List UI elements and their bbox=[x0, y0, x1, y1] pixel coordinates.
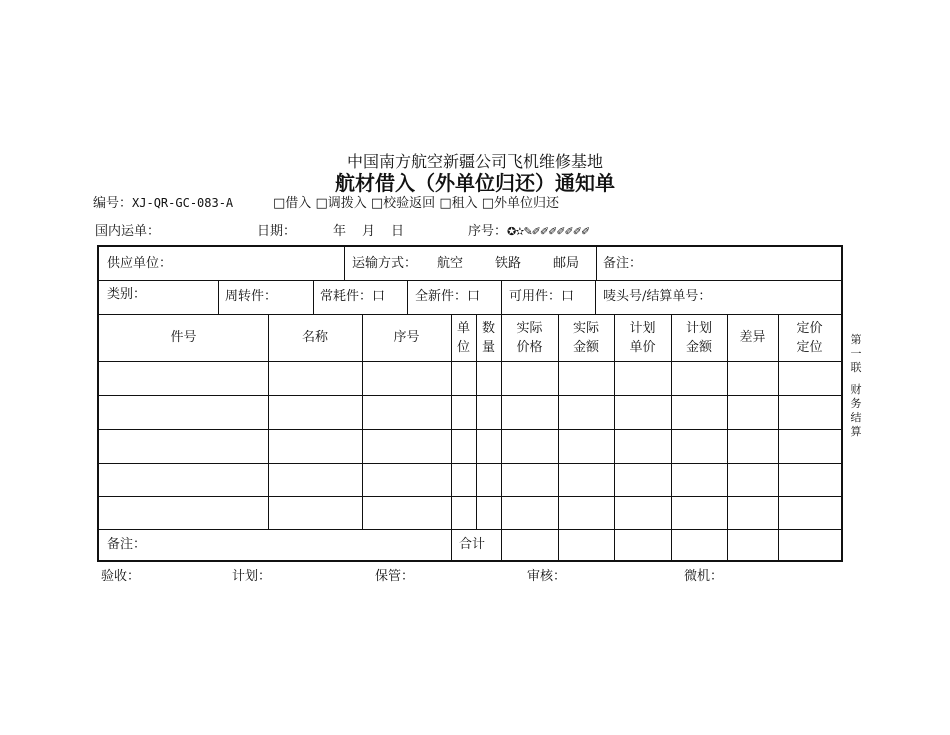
rotable-label: 周转件： bbox=[225, 289, 278, 304]
col-actual-amount: 实际 金额 bbox=[572, 320, 599, 355]
option-lease: □租入 bbox=[439, 196, 478, 211]
copy-note: 第 一 联 财 务 结 算 bbox=[850, 333, 862, 438]
code-value: XJ-QR-GC-083-A bbox=[132, 196, 234, 210]
expendable-label: 常耗件：口 bbox=[320, 289, 386, 304]
serial-value: ✪✫✎✐✐✐✐✐✐✐ bbox=[507, 225, 590, 238]
col-unit: 单 位 bbox=[456, 320, 470, 355]
supplier-label: 供应单位： bbox=[107, 256, 173, 271]
col-actual-price: 实际 价格 bbox=[516, 320, 543, 355]
new-part-label: 全新件：口 bbox=[415, 289, 481, 304]
sign-store: 保管： bbox=[375, 569, 415, 584]
option-return: □外单位归还 bbox=[481, 196, 560, 211]
sign-audit: 审核： bbox=[527, 569, 567, 584]
form-code bbox=[93, 192, 233, 211]
transport-rail: 铁路 bbox=[495, 256, 522, 271]
col-plan-amount: 计划 金额 bbox=[685, 320, 712, 355]
form-title: 航材借入（外单位归还）通知单 bbox=[335, 171, 615, 195]
transport-label: 运输方式： bbox=[352, 256, 418, 271]
option-transfer: □调拨入 bbox=[315, 196, 367, 211]
option-calibration: □校验返回 bbox=[370, 196, 436, 211]
col-plan-price: 计划 单价 bbox=[629, 320, 656, 355]
sign-accept: 验收： bbox=[101, 569, 141, 584]
category-label: 类别： bbox=[107, 287, 147, 302]
serviceable-label: 可用件：口 bbox=[509, 289, 575, 304]
sign-computer: 微机： bbox=[684, 569, 724, 584]
col-part-number: 件号 bbox=[170, 330, 197, 345]
col-serial: 序号 bbox=[393, 330, 420, 345]
transport-air: 航空 bbox=[437, 256, 464, 271]
month-label: 月 bbox=[362, 224, 376, 239]
total-label: 合计 bbox=[459, 537, 486, 552]
code-label: 编号： bbox=[93, 196, 133, 211]
date-label: 日期： bbox=[257, 224, 297, 239]
option-borrow: □借入 bbox=[273, 196, 312, 211]
col-quantity: 数 量 bbox=[481, 320, 495, 355]
waybill-label: 国内运单： bbox=[95, 224, 161, 239]
year-label: 年 bbox=[333, 224, 347, 239]
company-name: 中国南方航空新疆公司飞机维修基地 bbox=[346, 152, 603, 171]
type-options bbox=[273, 192, 559, 211]
serial-number bbox=[468, 220, 589, 239]
sign-plan: 计划： bbox=[232, 569, 272, 584]
day-label: 日 bbox=[391, 224, 405, 239]
transport-post: 邮局 bbox=[553, 256, 580, 271]
col-difference: 差异 bbox=[739, 330, 766, 345]
remark-label-bottom: 备注： bbox=[107, 537, 147, 552]
col-pricing: 定价 定位 bbox=[796, 320, 823, 355]
mark-number-label: 唛头号/结算单号： bbox=[603, 289, 712, 304]
category-row bbox=[99, 280, 841, 315]
supplier-row bbox=[99, 247, 841, 281]
main-table bbox=[97, 245, 843, 562]
remark-label-top: 备注： bbox=[603, 256, 643, 271]
serial-label: 序号： bbox=[468, 224, 508, 239]
col-name: 名称 bbox=[301, 330, 328, 345]
